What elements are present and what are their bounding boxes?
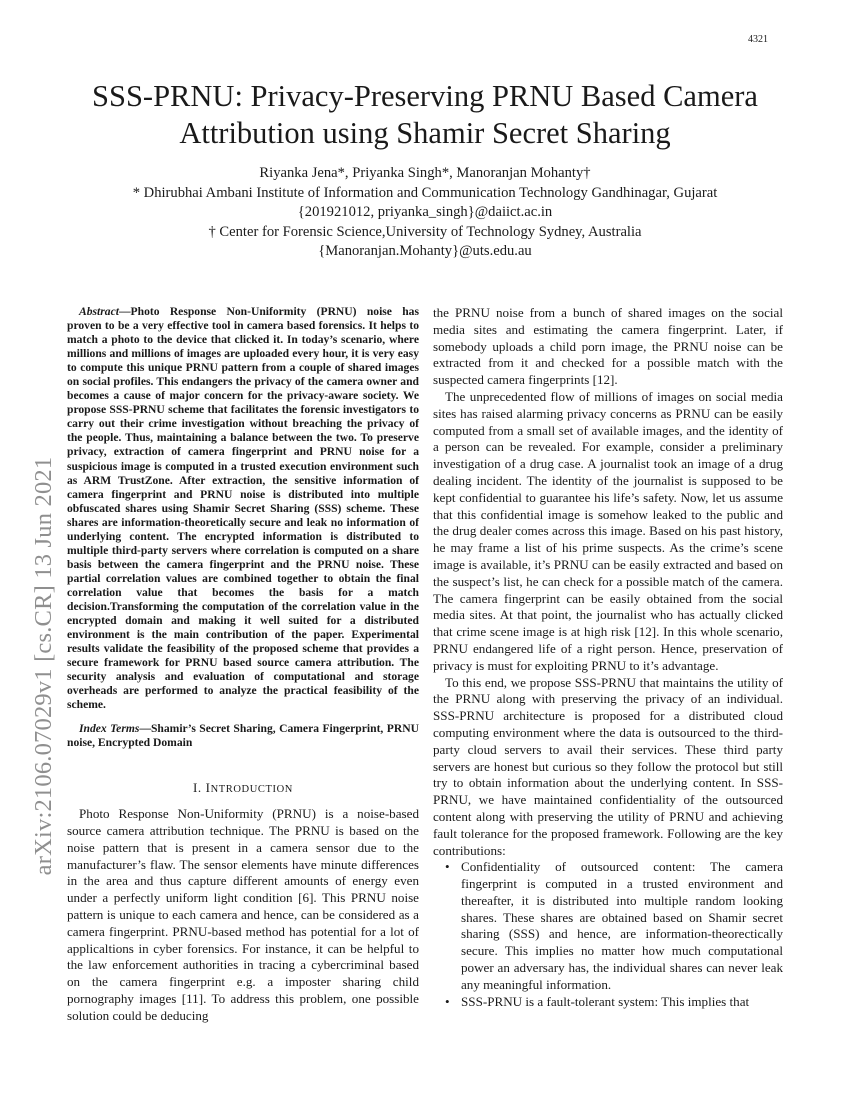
abstract-label: Abstract xyxy=(79,305,119,318)
abstract xyxy=(67,305,419,712)
intro-paragraph-3: To this end, we propose SSS-PRNU that maintains the utility of the PRNU along with preserving the privacy of an individual. SSS-PRNU architecture is proposed for a distributed cloud computing environment where the data is outsourced to the third-party cloud servers to avail their services. These third party servers are honest but curious so they follow the protocol but still try to obtain information about the underlying content. In SSS-PRNU, we have maintained confidentiality of the outsourced content along with preserving the utility of PRNU and achieving fault tolerance for the proposed framework. Following are the key contributions: xyxy=(433,674,783,858)
list-item xyxy=(433,859,783,993)
bullet-icon: • xyxy=(445,993,450,1009)
intro-paragraph-2: The unprecedented flow of millions of images on social media sites has raised alarming privacy concerns as PRNU can be easily computed from a small set of available images, and the identity of a person can be revealed. For example, consider a preliminary investigation of a drug case. A journalist took an image of a drug dealing incident. The identity of the journalist is supposed to be kept confidential to guarantee his life’s safety. Now, let us assume that this confidential image is somehow leaked to the public and the drug dealer comes across this image. Based on his past history, he may frame a list of his prime suspects. As the crime’s scene image is available, it’s PRNU can be easily extracted and based on the suspect’s list, he can check for a possible match of the camera. The camera fingerprint can be easily obtained from the social media sites. At that point, the journalist who has actually clicked that crime scene image is at high risk [12]. In this whole scenario, PRNU endangered life of a right person. Hence, preservation of privacy is must for exploiting PRNU to it’s advantage. xyxy=(433,388,783,673)
section-heading-introduction xyxy=(67,780,419,799)
email-2: {Manoranjan.Mohanty}@uts.edu.au xyxy=(318,243,532,259)
paper-title: SSS-PRNU: Privacy-Preserving PRNU Based Camera Attribution using Shamir Secret Sharing xyxy=(92,79,758,150)
intro-paragraph-1-continued: the PRNU noise from a bunch of shared images on the social media sites and estimating the camera fingerprint. Later, if somebody uploads a child porn image, the PRNU noise can be extracted from it and checked for a possible match with the suspected camera fingerprints [12]. xyxy=(433,305,783,388)
bullet-icon: • xyxy=(445,859,450,875)
left-column xyxy=(67,305,419,1025)
list-item-text: Confidentiality of outsourced content: The camera fingerprint is computed in a trusted environment and thereafter, it is distributed into multiple random looking shares. These shares are obtained based on Shamir secret sharing (SSS) and hence, are information-theorectically secure. This implies no matter how much computational power an adversary has, the individual shares can never leak any meaningful information. xyxy=(461,859,783,992)
abstract-text: —Photo Response Non-Uniformity (PRNU) noise has proven to be a very effective tool in camera based forensics. It helps to match a photo to the device that clicked it. In today’s scenario, where millions and millions of images are uploaded every hour, it is very easy to compute this unique PRNU pattern from a couple of shared images on social profiles. This endangers the privacy of the camera owner and becomes a cause of major concern for the privacy-aware society. We propose SSS-PRNU scheme that facilitates the forensic investigators to carry out their crime investigation without breaching the privacy of the people. Thus, maintaining a balance between the two. To preserve privacy, extraction of camera fingerprint and PRNU noise for a suspicious image is computed in a trusted execution environment such as ARM TrustZone. After extraction, the sensitive information of camera fingerprint and PRNU noise is distributed into multiple obfuscated shares using Shamir Secret Sharing (SSS) scheme. These shares are information-theoretically secure and leak no information of underlying content. The encrypted information is distributed to multiple third-party servers where correlation is computed on a share basis between the camera fingerprint and the PRNU noise. These partial correlation values are combined together to obtain the final correlation value that becomes the basis for a match decision.Transforming the computation of the correlation value in the encrypted domain and making it well suited for a distributed environment is the main contribution of the paper. Experimental results validate the feasibility of the proposed scheme that provides a secure framework for PRNU based source camera attribution. The security analysis and evaluation of computational and storage overheads are performed to analyze the practical feasibility of the scheme. xyxy=(67,305,419,712)
author-block xyxy=(60,164,790,262)
author-names: Riyanka Jena*, Priyanka Singh*, Manoranjan Mohanty† xyxy=(259,165,591,181)
index-terms-label: Index Terms xyxy=(79,722,140,736)
email-1: {201921012, priyanka_singh}@daiict.ac.in xyxy=(297,204,553,220)
right-column xyxy=(433,305,783,1010)
arxiv-stamp-text: arXiv:2106.07029v1 [cs.CR] 13 Jun 2021 xyxy=(30,456,57,876)
contribution-list xyxy=(433,859,783,1010)
page-number: 4321 xyxy=(748,34,768,45)
index-terms xyxy=(67,722,419,750)
affiliation-1: * Dhirubhai Ambani Institute of Information and Communication Technology Gandhinagar, Gujarat xyxy=(132,184,718,201)
affiliation-2: † Center for Forensic Science,University of Technology Sydney, Australia xyxy=(208,223,642,240)
intro-paragraph-1: Photo Response Non-Uniformity (PRNU) is a noise-based source camera attribution technique. The PRNU is based on the noise pattern that is present in a camera sensor due to the manufacturer’s flaw. The sensor elements have minute differences in the area and thus capture different amounts of energy even under a perfectly uniform light condition [6]. This PRNU noise pattern is unique to each camera and hence, can be considered as a camera fingerprint. PRNU-based method has potential for a lot of applicaltions in cyber forensics. For instance, it can be helpful to the law enforcement authorities in tracing a cybercriminal based on the camera fingerprint e.g. a imposter sharing child pornography images [11]. To address this problem, one possible solution could be deducing xyxy=(67,806,419,1023)
section-numeral: I. I xyxy=(193,780,211,796)
list-item xyxy=(433,994,783,1011)
section-heading-text: NTRODUCTION xyxy=(210,784,293,796)
list-item-text: SSS-PRNU is a fault-tolerant system: This implies that xyxy=(461,993,750,1009)
index-terms-text: —Shamir’s Secret Sharing, Camera Fingerprint, PRNU noise, Encrypted Domain xyxy=(67,722,419,750)
